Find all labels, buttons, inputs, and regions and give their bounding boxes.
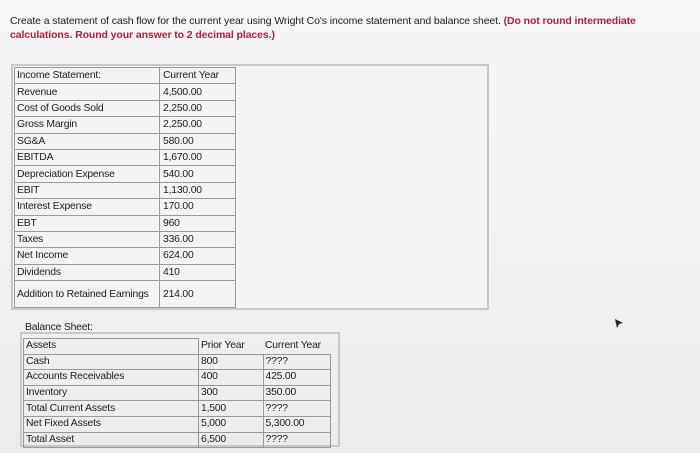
income-row-value: 2,250.00 (160, 100, 236, 116)
balance-row-label: Total Asset (24, 432, 199, 448)
balance-row (24, 370, 331, 386)
income-row-value: 336.00 (160, 231, 236, 247)
income-row-value: 2,250.00 (160, 117, 236, 133)
income-row-value: 214.00 (160, 281, 236, 308)
balance-row (24, 432, 331, 448)
income-row (15, 149, 236, 165)
income-row (15, 100, 236, 116)
balance-row-current: ???? (263, 354, 330, 370)
income-row (15, 264, 236, 280)
income-row (15, 231, 236, 247)
income-row-value: 410 (160, 264, 236, 280)
balance-header-row (24, 339, 331, 355)
mouse-pointer-icon (614, 318, 624, 330)
balance-row-prior: 5,000 (199, 416, 264, 432)
income-row-label: Cost of Goods Sold (15, 100, 160, 116)
income-row-value: 540.00 (160, 166, 236, 182)
balance-row-current: ???? (263, 401, 330, 417)
balance-row (24, 385, 331, 401)
balance-sheet-table (23, 338, 331, 448)
income-row-label: Addition to Retained Earnings (15, 281, 160, 308)
balance-row-prior: 400 (199, 370, 264, 386)
balance-row (24, 354, 331, 370)
balance-row-label: Accounts Receivables (24, 370, 199, 386)
prior-year-header: Prior Year (201, 340, 245, 352)
income-row-label: Depreciation Expense (15, 166, 160, 182)
balance-row-prior: 800 (199, 354, 264, 370)
balance-row-current: 350.00 (263, 385, 330, 401)
balance-row (24, 416, 331, 432)
current-year-header: Current Year (265, 340, 321, 352)
balance-row-current: ???? (263, 432, 330, 448)
income-row (15, 199, 236, 215)
income-row-label: EBT (15, 215, 160, 231)
income-row-label: Dividends (15, 264, 160, 280)
balance-row-label: Total Current Assets (24, 401, 199, 417)
income-row-value: 1,130.00 (160, 182, 236, 198)
balance-header-label: Assets (24, 339, 199, 355)
income-row-value: 4,500.00 (160, 84, 236, 100)
income-row-label: SG&A (15, 133, 160, 149)
income-row-label: Gross Margin (15, 117, 160, 133)
income-row-value: 624.00 (160, 248, 236, 264)
income-row-label: Revenue (15, 84, 160, 100)
balance-row-current: 5,300.00 (263, 416, 330, 432)
income-row (15, 166, 236, 182)
instructions (10, 14, 690, 42)
balance-row-current: 425.00 (263, 370, 330, 386)
income-row (15, 215, 236, 231)
balance-row-prior: 1,500 (199, 401, 264, 417)
balance-row-prior: 6,500 (199, 432, 264, 448)
income-row-value: 170.00 (160, 199, 236, 215)
income-statement-table (14, 67, 236, 308)
income-row (15, 248, 236, 264)
balance-row-label: Net Fixed Assets (24, 416, 199, 432)
income-row-label: Net Income (15, 248, 160, 264)
income-row (15, 117, 236, 133)
income-row (15, 281, 236, 308)
income-row-value: 580.00 (160, 133, 236, 149)
balance-row-label: Cash (24, 354, 199, 370)
income-row-value: 1,670.00 (160, 149, 236, 165)
income-row-label: Taxes (15, 231, 160, 247)
balance-row-label: Inventory (24, 385, 199, 401)
income-row-label: EBITDA (15, 149, 160, 165)
income-row-value: 960 (160, 215, 236, 231)
balance-sheet-title: Balance Sheet: (25, 322, 93, 333)
instructions-text: Create a statement of cash flow for the current year using Wright Co's income statement and balance sheet. (10, 15, 501, 27)
balance-row-prior: 300 (199, 385, 264, 401)
income-row (15, 84, 236, 100)
instructions-note: (Do not round intermediate calculations. Round your answer to 2 decimal places.) (10, 15, 636, 41)
income-row (15, 133, 236, 149)
income-row-label: Interest Expense (15, 199, 160, 215)
income-header-value: Current Year (160, 68, 236, 84)
income-row-label: EBIT (15, 182, 160, 198)
balance-row (24, 401, 331, 417)
income-header-label: Income Statement: (15, 68, 160, 84)
income-header-row (15, 68, 236, 84)
income-row (15, 182, 236, 198)
